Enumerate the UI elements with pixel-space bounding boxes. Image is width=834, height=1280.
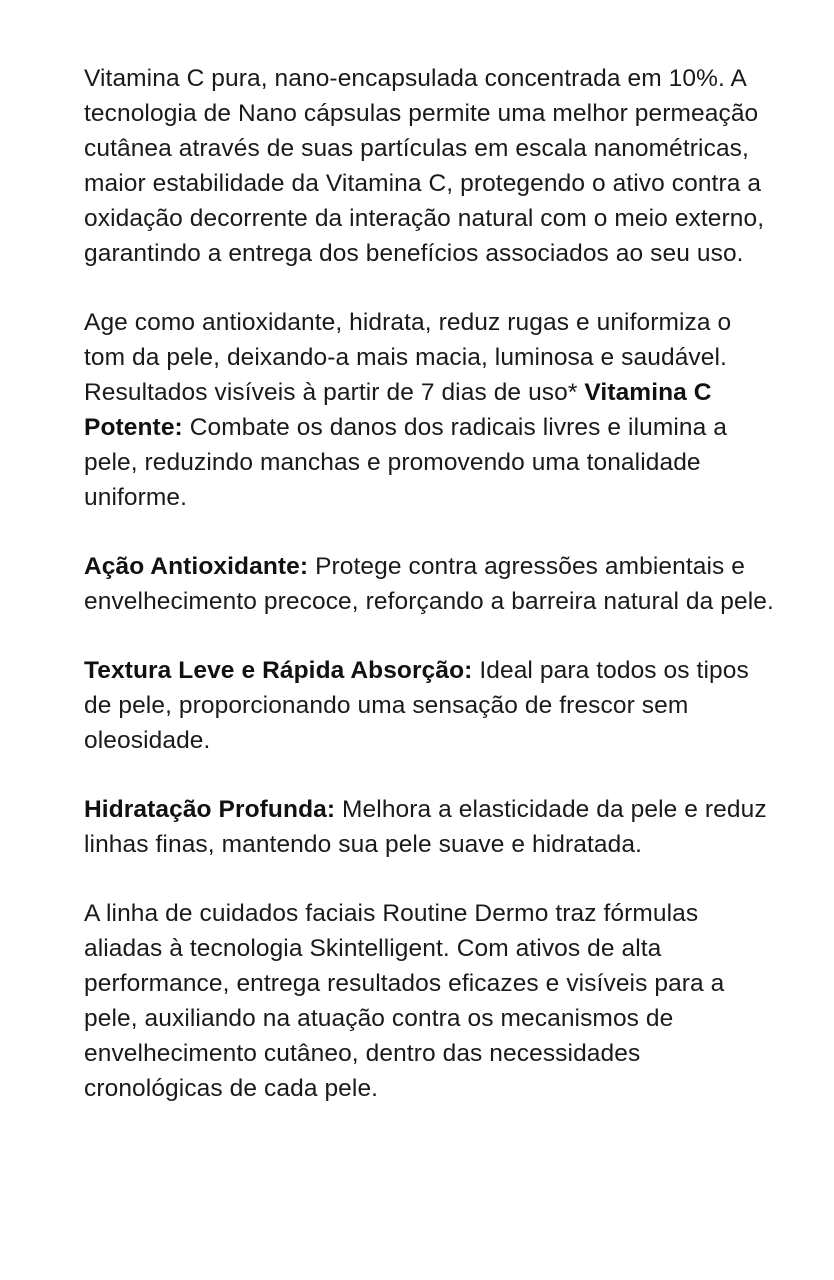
benefit-text-vitamina-c: Combate os danos dos radicais livres e ilumina a pele, reduzindo manchas e promovendo uma tonalidade uniforme. bbox=[84, 414, 727, 511]
benefit-title-vitamina-c: Vitamina C Potente: bbox=[84, 379, 712, 441]
paragraph-benefits-text: Age como antioxidante, hidrata, reduz rugas e uniformiza o tom da pele, deixando-a mais macia, luminosa e saudável. Resultados visíveis à partir de 7 dias de uso* bbox=[84, 309, 732, 406]
product-description bbox=[84, 61, 774, 1140]
benefit-text-hidratacao: Melhora a elasticidade da pele e reduz linhas finas, mantendo sua pele suave e hidratada. bbox=[84, 796, 767, 858]
paragraph-benefits bbox=[84, 305, 774, 515]
benefit-text-antioxidante: Protege contra agressões ambientais e envelhecimento precoce, reforçando a barreira natural da pele. bbox=[84, 553, 774, 615]
benefit-text-textura: Ideal para todos os tipos de pele, proporcionando uma sensação de frescor sem oleosidade. bbox=[84, 657, 749, 754]
paragraph-antioxidante bbox=[84, 549, 774, 619]
paragraph-routine-dermo bbox=[84, 896, 774, 1106]
paragraph-intro bbox=[84, 61, 774, 271]
benefit-title-textura: Textura Leve e Rápida Absorção: bbox=[84, 657, 473, 684]
paragraph-routine-dermo-text: A linha de cuidados faciais Routine Dermo traz fórmulas aliadas à tecnologia Skintelligent. Com ativos de alta performance, entrega resultados eficazes e visíveis para a pele, auxiliando na atuação contra os mecanismos de envelhecimento cutâneo, dentro das necessidades cronológicas de cada pele. bbox=[84, 900, 725, 1102]
paragraph-hidratacao bbox=[84, 792, 774, 862]
benefit-title-antioxidante: Ação Antioxidante: bbox=[84, 553, 309, 580]
paragraph-textura bbox=[84, 653, 774, 758]
paragraph-intro-text: Vitamina C pura, nano-encapsulada concentrada em 10%. A tecnologia de Nano cápsulas permite uma melhor permeação cutânea através de suas partículas em escala nanométricas, maior estabilidade da Vitamina C, protegendo o ativo contra a oxidação decorrente da interação natural com o meio externo, garantindo a entrega dos benefícios associados ao seu uso. bbox=[84, 65, 765, 267]
benefit-title-hidratacao: Hidratação Profunda: bbox=[84, 796, 336, 823]
